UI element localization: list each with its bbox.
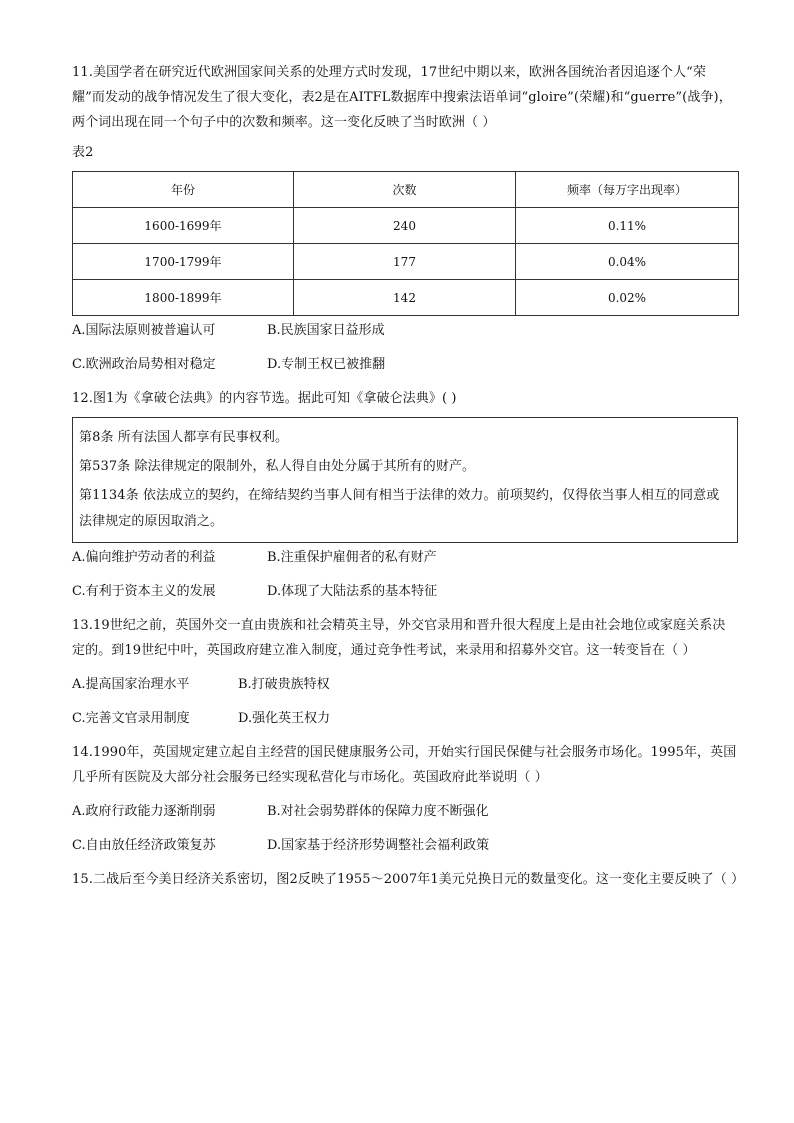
options-row xyxy=(72,833,738,858)
option-c[interactable]: C.自由放任经济政策复苏 xyxy=(72,838,216,853)
table-cell: 0.02% xyxy=(516,280,739,316)
option-d[interactable]: D.体现了大陆法系的基本特征 xyxy=(267,584,438,599)
question-12-stem: 12.图1为《拿破仑法典》的内容节选。据此可知《拿破仑法典》( ) xyxy=(72,391,457,406)
table-cell: 142 xyxy=(294,280,516,316)
figure-1-quote-box xyxy=(72,417,738,543)
options-row xyxy=(72,545,738,570)
table-cell: 240 xyxy=(294,208,516,244)
table-cell: 1600-1699年 xyxy=(73,208,294,244)
question-15-stem: 15.二战后至今美日经济关系密切，图2反映了1955～2007年1美元兑换日元的数量变化。这一变化主要反映了（ ） xyxy=(72,872,745,887)
table-header-cell: 年份 xyxy=(73,172,294,208)
options-row xyxy=(72,672,738,697)
table-cell: 1700-1799年 xyxy=(73,244,294,280)
options-row xyxy=(72,579,738,604)
quote-article: 第1134条 依法成立的契约，在缔结契约当事人间有相当于法律的效力。前项契约，仅得依当事人相互的同意或法律规定的原因取消之。 xyxy=(79,488,720,529)
options-row xyxy=(72,352,738,377)
options-row xyxy=(72,706,738,731)
option-b[interactable]: B.打破贵族特权 xyxy=(238,677,330,692)
table-header-row xyxy=(73,172,739,208)
option-a[interactable]: A.政府行政能力逐渐削弱 xyxy=(72,804,216,819)
options-row xyxy=(72,318,738,343)
option-d[interactable]: D.强化英王权力 xyxy=(238,711,331,726)
option-a[interactable]: A.提高国家治理水平 xyxy=(72,677,190,692)
question-14-stem: 14.1990年，英国规定建立起自主经营的国民健康服务公司，开始实行国民保健与社会服务市场化。1995年，英国几乎所有医院及大部分社会服务已经实现私营化与市场化。英国政府此举说明（ ） xyxy=(72,745,737,785)
option-c[interactable]: C.欧洲政治局势相对稳定 xyxy=(72,357,216,372)
table-row xyxy=(73,244,739,280)
table-cell: 177 xyxy=(294,244,516,280)
options-row xyxy=(72,799,738,824)
table-cell: 0.04% xyxy=(516,244,739,280)
table-row xyxy=(73,208,739,244)
option-b[interactable]: B.注重保护雇佣者的私有财产 xyxy=(267,550,437,565)
option-d[interactable]: D.国家基于经济形势调整社会福利政策 xyxy=(267,838,490,853)
option-a[interactable]: A.偏向维护劳动者的利益 xyxy=(72,550,216,565)
question-11-stem: 11.美国学者在研究近代欧洲国家间关系的处理方式时发现，17世纪中期以来，欧洲各国统治者因追逐个人“荣耀”而发动的战争情况发生了很大变化，表2是在AITFL数据库中搜索法语单词“gloire”(荣耀)和“guerre”(战争)，两个词出现在同一个句子中的次数和频率。这一变化反映了当时欧洲（ ） xyxy=(72,65,732,130)
option-a[interactable]: A.国际法原则被普遍认可 xyxy=(72,323,216,338)
exam-page xyxy=(72,60,745,892)
quote-article: 第537条 除法律规定的限制外，私人得自由处分属于其所有的财产。 xyxy=(79,459,476,474)
option-b[interactable]: B.民族国家日益形成 xyxy=(267,323,385,338)
table-header-cell: 频率（每万字出现率） xyxy=(516,172,739,208)
table-cell: 0.11% xyxy=(516,208,739,244)
option-b[interactable]: B.对社会弱势群体的保障力度不断强化 xyxy=(267,804,489,819)
table-header-cell: 次数 xyxy=(294,172,516,208)
table-2-caption: 表2 xyxy=(72,145,94,160)
option-c[interactable]: C.完善文官录用制度 xyxy=(72,711,190,726)
table-2 xyxy=(72,171,739,316)
table-row xyxy=(73,280,739,316)
question-13-stem: 13.19世纪之前，英国外交一直由贵族和社会精英主导，外交官录用和晋升很大程度上是由社会地位或家庭关系决定的。到19世纪中叶，英国政府建立准入制度，通过竞争性考试，来录用和招募外交官。这一转变旨在（ ） xyxy=(72,618,726,658)
option-d[interactable]: D.专制王权已被推翻 xyxy=(267,357,386,372)
table-cell: 1800-1899年 xyxy=(73,280,294,316)
option-c[interactable]: C.有利于资本主义的发展 xyxy=(72,584,216,599)
quote-article: 第8条 所有法国人都享有民事权利。 xyxy=(79,430,289,445)
